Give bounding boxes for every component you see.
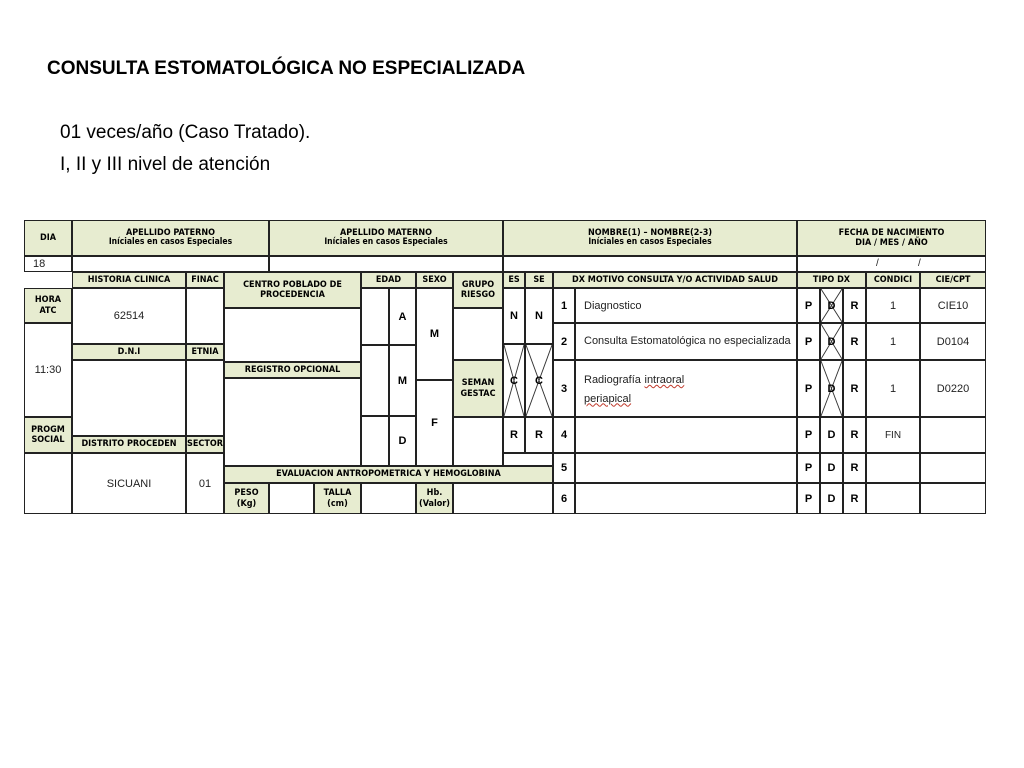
nombre-field[interactable] [503, 256, 797, 272]
tipo-dx-p[interactable]: P [797, 323, 820, 360]
fecha-nacimiento-label: FECHA DE NACIMIENTO [838, 227, 945, 238]
sexo-header: SEXO [416, 272, 453, 288]
evaluacion-header: EVALUACION ANTROPOMETRICA Y HEMOGLOBINA [224, 466, 553, 483]
cie-cpt-value[interactable] [920, 453, 986, 483]
edad-field-m[interactable] [361, 345, 389, 416]
tipo-dx-d-marked[interactable] [820, 360, 843, 417]
tipo-dx-r[interactable]: R [843, 323, 866, 360]
dx-row-text[interactable]: Diagnostico [575, 288, 797, 323]
registro-opcional-field[interactable] [224, 378, 361, 466]
riesgo-label: RIESGO [460, 290, 496, 300]
cie-cpt-value[interactable] [920, 417, 986, 453]
hora-value[interactable]: 11:30 [24, 323, 72, 417]
gestac-label: GESTAC [460, 388, 496, 399]
fecha-nacimiento-field[interactable] [797, 256, 986, 272]
edad-d-label: D [389, 416, 416, 466]
cie-cpt-value[interactable]: D0104 [920, 323, 986, 360]
nombre-label: NOMBRE(1) – NOMBRE(2-3) [587, 227, 713, 238]
seman-gestac-header [453, 360, 503, 417]
se-header: SE [525, 272, 553, 288]
social-label: SOCIAL [31, 435, 65, 445]
apellido-paterno-field[interactable] [72, 256, 269, 272]
hb-field[interactable] [453, 483, 553, 514]
fecha-separator: / [876, 258, 879, 269]
tipo-dx-p[interactable]: P [797, 453, 820, 483]
cie-cpt-header: CIE/CPT [920, 272, 986, 288]
dx-text-part: periapical [584, 392, 632, 405]
progm-label: PROGM [31, 424, 65, 435]
talla-header [314, 483, 361, 514]
dx-motivo-header: DX MOTIVO CONSULTA Y/O ACTIVIDAD SALUD [553, 272, 797, 288]
grupo-riesgo-field[interactable] [453, 308, 503, 360]
frequency-line: 01 veces/año (Caso Tratado). [60, 122, 311, 143]
centro-poblado-label: CENTRO POBLADO DE [243, 279, 342, 290]
condici-header: CONDICI [866, 272, 920, 288]
se-row-1[interactable]: N [525, 288, 553, 344]
tipo-dx-r[interactable]: R [843, 360, 866, 417]
dx-row-text[interactable] [575, 483, 797, 514]
finac-field[interactable] [186, 288, 224, 344]
centro-poblado-header [224, 272, 361, 308]
iniciales-note: Iníciales en casos Especiales [324, 237, 448, 248]
tipo-dx-d[interactable]: D [820, 453, 843, 483]
registro-opcional-header: REGISTRO OPCIONAL [224, 362, 361, 378]
peso-header [224, 483, 269, 514]
tipo-dx-d[interactable]: D [820, 483, 843, 514]
dni-header: D.N.I [72, 344, 186, 360]
condici-value[interactable] [866, 483, 920, 514]
hb-header [416, 483, 453, 514]
sexo-f-label[interactable]: F [416, 380, 453, 466]
his-registration-form [24, 220, 986, 514]
fecha-separator: / [918, 258, 921, 269]
tipo-dx-d-marked[interactable] [820, 323, 843, 360]
dx-row-number: 3 [553, 360, 575, 417]
tipo-dx-d[interactable]: D [820, 417, 843, 453]
iniciales-note: Iníciales en casos Especiales [588, 237, 712, 248]
peso-unit: (Kg) [236, 498, 257, 509]
progm-social-header [24, 417, 72, 453]
es-row-2-value: C [510, 374, 518, 387]
dx-row-number: 5 [553, 453, 575, 483]
edad-field-a[interactable] [361, 288, 389, 345]
cie-cpt-value[interactable]: D0220 [920, 360, 986, 417]
distrito-value[interactable]: SICUANI [72, 453, 186, 514]
finac-header: FINAC [186, 272, 224, 288]
condici-value[interactable]: 1 [866, 288, 920, 323]
tipo-dx-r[interactable]: R [843, 417, 866, 453]
apellido-paterno-header [72, 220, 269, 256]
dx-row-number: 4 [553, 417, 575, 453]
distrito-header: DISTRITO PROCEDEN [72, 436, 186, 453]
dx-row-number: 2 [553, 323, 575, 360]
dx-row-number: 1 [553, 288, 575, 323]
grupo-riesgo-header [453, 272, 503, 308]
hora-atc-header [24, 288, 72, 323]
historia-clinica-header: HISTORIA CLINICA [72, 272, 186, 288]
edad-m-label: M [389, 345, 416, 416]
dx-text-part: intraoral [644, 374, 685, 387]
edad-a-label: A [389, 288, 416, 345]
sector-value[interactable]: 01 [186, 453, 224, 514]
tipo-dx-d-value: D [827, 335, 836, 348]
fecha-formato-label: DIA / MES / AÑO [855, 238, 928, 248]
tipo-dx-r[interactable]: R [843, 483, 866, 514]
apellido-materno-header [269, 220, 503, 256]
cie-cpt-value[interactable] [920, 483, 986, 514]
apellido-materno-label: APELLIDO MATERNO [339, 227, 433, 238]
attention-level-line: I, II y III nivel de atención [60, 154, 271, 175]
tipo-dx-p[interactable]: P [797, 360, 820, 417]
progm-social-field[interactable] [24, 453, 72, 514]
hb-label: Hb. [426, 488, 443, 499]
tipo-dx-p[interactable]: P [797, 483, 820, 514]
condici-value[interactable]: 1 [866, 323, 920, 360]
peso-field[interactable] [269, 483, 314, 514]
sector-header: SECTOR [186, 436, 224, 453]
dia-header: DIA [24, 220, 72, 256]
tipo-dx-d-marked[interactable] [820, 288, 843, 323]
dx-row-text[interactable] [575, 453, 797, 483]
es-header: ES [503, 272, 525, 288]
tipo-dx-r[interactable]: R [843, 453, 866, 483]
atc-label: ATC [39, 305, 57, 316]
apellido-materno-field[interactable] [269, 256, 503, 272]
dx-row-text[interactable]: Consulta Estomatológica no especializada [575, 323, 797, 360]
talla-unit: (cm) [327, 498, 348, 509]
es-row-3[interactable]: R [503, 417, 525, 453]
peso-label: PESO [234, 488, 259, 499]
hora-label: HORA [34, 295, 62, 306]
dx-row-text[interactable] [575, 417, 797, 453]
tipo-dx-p[interactable]: P [797, 417, 820, 453]
historia-clinica-value[interactable]: 62514 [72, 288, 186, 344]
es-se-blank [503, 453, 553, 466]
dx-row-text[interactable] [575, 360, 797, 417]
iniciales-note: Iníciales en casos Especiales [108, 237, 233, 248]
se-row-3[interactable]: R [525, 417, 553, 453]
tipo-dx-p[interactable]: P [797, 288, 820, 323]
condici-value[interactable] [866, 453, 920, 483]
cie-cpt-value[interactable]: CIE10 [920, 288, 986, 323]
sexo-m-label[interactable]: M [416, 288, 453, 380]
talla-label: TALLA [323, 488, 352, 499]
etnia-field[interactable] [186, 360, 224, 436]
seman-label: SEMAN [461, 378, 495, 389]
se-row-2-value: C [535, 374, 543, 387]
page-title: CONSULTA ESTOMATOLÓGICA NO ESPECIALIZADA [47, 58, 526, 79]
tipo-dx-r[interactable]: R [843, 288, 866, 323]
dia-value[interactable]: 18 [24, 256, 72, 272]
condici-value[interactable]: 1 [866, 360, 920, 417]
se-row-2[interactable] [525, 344, 553, 417]
es-row-2[interactable] [503, 344, 525, 417]
apellido-paterno-label: APELLIDO PATERNO [125, 227, 216, 238]
dni-field[interactable] [72, 360, 186, 436]
seman-gestac-field[interactable] [453, 417, 503, 466]
fecha-nacimiento-header [797, 220, 986, 256]
nombre-header [503, 220, 797, 256]
grupo-label: GRUPO [461, 279, 495, 290]
es-row-1[interactable]: N [503, 288, 525, 344]
dx-row-number: 6 [553, 483, 575, 514]
centro-poblado-field[interactable] [224, 308, 361, 362]
etnia-header: ETNIA [186, 344, 224, 360]
talla-field[interactable] [361, 483, 416, 514]
dx-text-part: Radiografía [584, 374, 641, 387]
hb-unit: (Valor) [419, 498, 450, 509]
tipo-dx-header: TIPO DX [797, 272, 866, 288]
edad-field-d[interactable] [361, 416, 389, 466]
tipo-dx-d-value: D [827, 382, 836, 395]
condici-value[interactable]: FIN [866, 417, 920, 453]
edad-header: EDAD [361, 272, 416, 288]
procedencia-label: PROCEDENCIA [260, 290, 325, 300]
tipo-dx-d-value: D [827, 299, 836, 312]
